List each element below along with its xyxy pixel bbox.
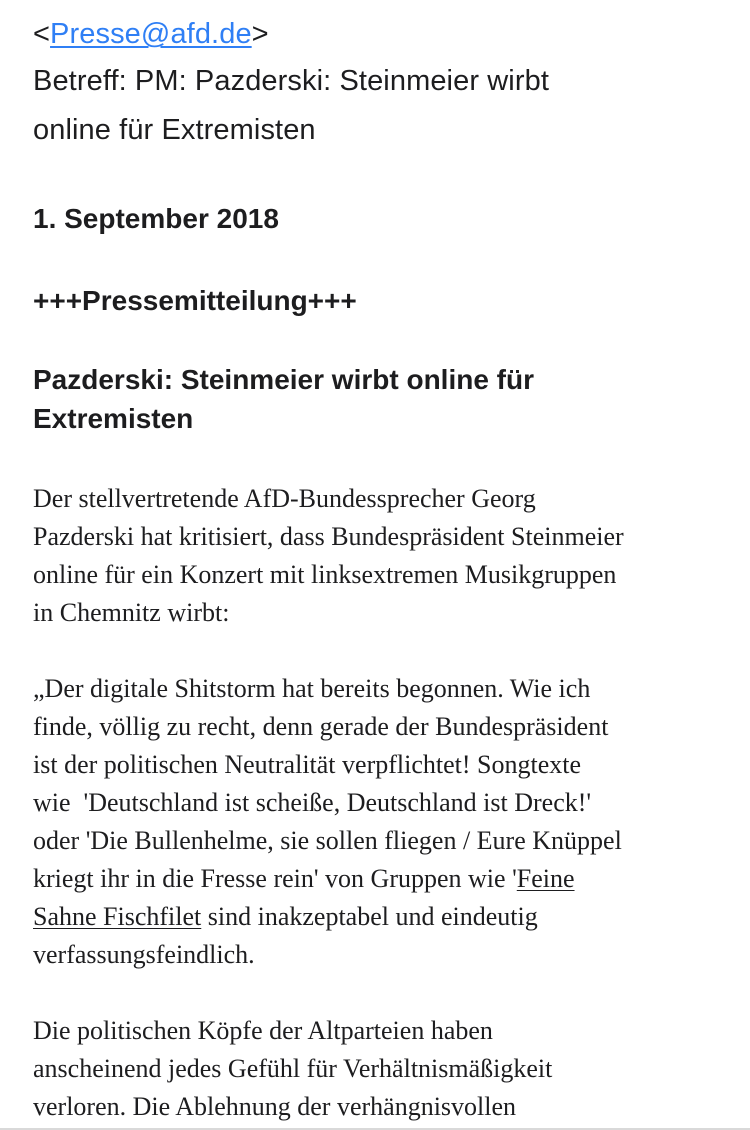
paragraph-1-line-4: in Chemnitz wirbt: [33,598,230,627]
subject-line-2: online für Extremisten [33,114,316,146]
paragraph-2-line-6-text: kriegt ihr in die Fresse rein' von Gruppen wie ' [33,864,517,893]
headline-line-1: Pazderski: Steinmeier wirbt online für [33,364,535,395]
sender-line [33,12,269,56]
paragraph-3-line-3: verloren. Die Ablehnung der verhängnisvollen [33,1092,517,1121]
subject-line-1: Betreff: PM: Pazderski: Steinmeier wirbt [33,65,549,97]
band-link-part-2[interactable]: Sahne Fischfilet [33,902,202,931]
paragraph-2-line-2: finde, völlig zu recht, denn gerade der Bundespräsident [33,712,609,741]
press-release-marker: +++Pressemitteilung+++ [33,285,357,316]
paragraph-1-line-1: Der stellvertretende AfD-Bundessprecher Georg [33,484,536,513]
band-link-part-1[interactable]: Feine [516,864,575,893]
release-date: 1. September 2018 [33,203,279,234]
sender-email-link[interactable]: Presse@afd.de [50,18,252,50]
paragraph-1-line-3: online für ein Konzert mit linksextremen Musikgruppen [33,560,617,589]
paragraph-2-line-7-text: sind inakzeptabel und eindeutig [201,902,538,931]
paragraph-2-line-8: verfassungsfeindlich. [33,940,255,969]
paragraph-2-line-5: oder 'Die Bullenhelme, sie sollen fliegen / Eure Knüppel [33,826,622,855]
paragraph-2-line-7 [33,898,538,936]
paragraph-2-line-1: „Der digitale Shitstorm hat bereits begonnen. Wie ich [33,674,591,703]
paragraph-1-line-2: Pazderski hat kritisiert, dass Bundespräsident Steinmeier [33,522,624,551]
paragraph-2-line-3: ist der politischen Neutralität verpflichtet! Songtexte [33,750,582,779]
paragraph-3-line-1: Die politischen Köpfe der Altparteien haben [33,1016,493,1045]
sender-bracket-close: > [251,18,269,50]
headline-line-2: Extremisten [33,403,194,434]
paragraph-2-line-6 [33,860,575,898]
paragraph-3-line-2: anscheinend jedes Gefühl für Verhältnismäßigkeit [33,1054,553,1083]
paragraph-2-line-4: wie 'Deutschland ist scheiße, Deutschland ist Dreck!' [33,788,592,817]
sender-bracket-open: < [33,18,51,50]
